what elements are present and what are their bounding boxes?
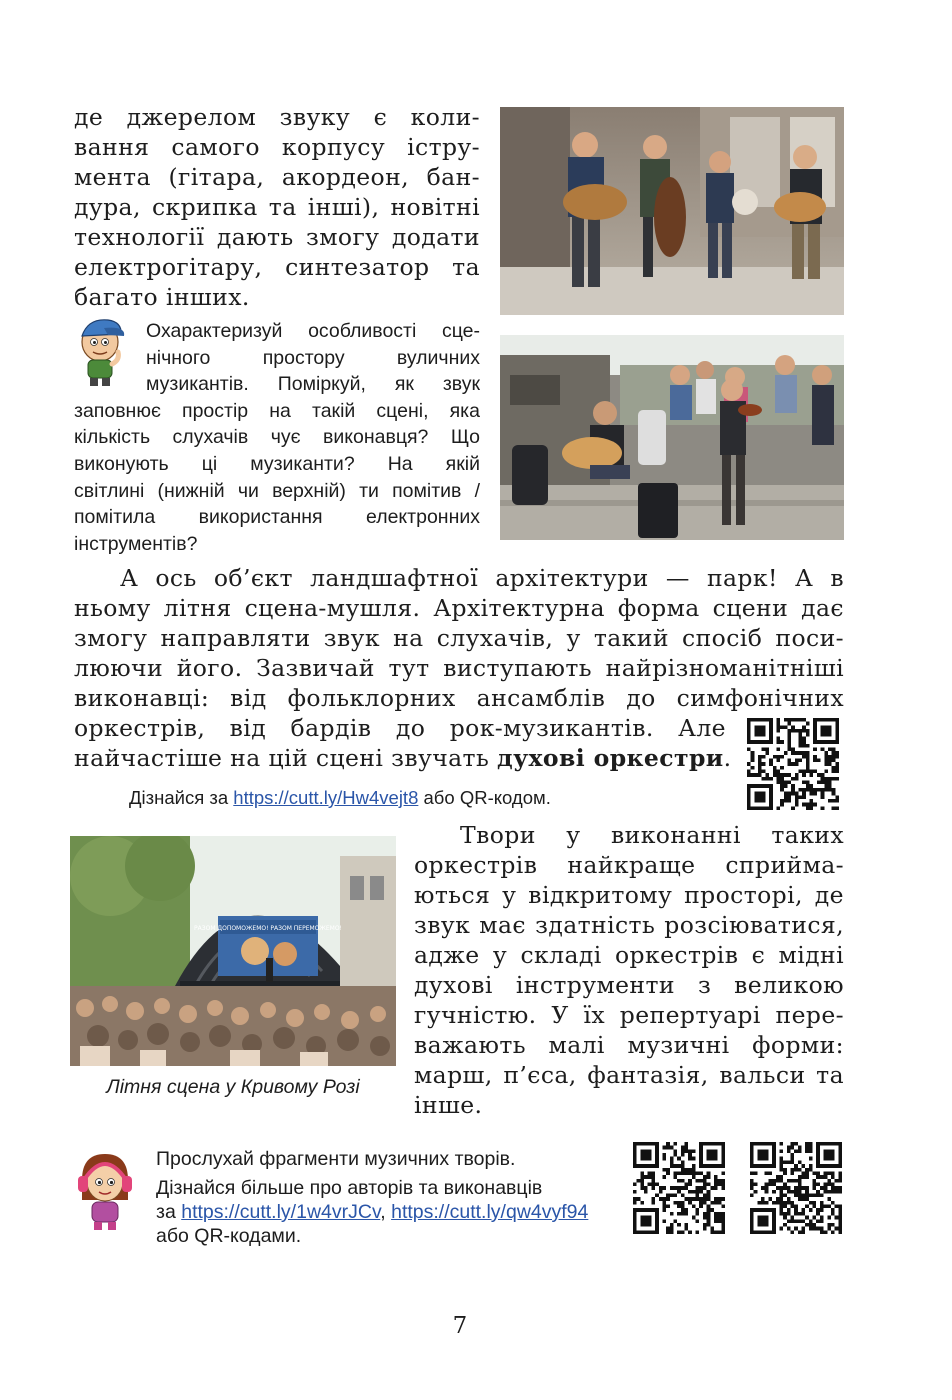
summer-stage-photo xyxy=(70,836,396,1066)
text-line: кількість слухачів чує виконавця? Що xyxy=(74,426,480,449)
text-fragment: , xyxy=(380,1201,392,1223)
text-line: помітила використання електронних xyxy=(74,506,480,529)
text-line: А ось об’єкт ландшафтної архітектури — парк! А в xyxy=(120,564,844,592)
learn-more-line xyxy=(129,786,551,810)
text-line: марш, п’єса, фантазія, вальси та xyxy=(414,1061,844,1089)
text-line: важають малі музичні форми: xyxy=(414,1031,844,1059)
text-line: дура, скрипка та інші), новітні xyxy=(74,193,480,221)
text-fragment: Дізнайся за xyxy=(129,787,234,808)
top-paragraph xyxy=(74,102,480,312)
qr-code-authors-2[interactable] xyxy=(750,1142,842,1234)
stage-banner-text: РАЗОМ ДОПОМОЖЕМО! РАЗОМ ПЕРЕМОЖЕМО! xyxy=(194,925,342,932)
park-paragraph xyxy=(74,563,844,773)
text-fragment: . xyxy=(723,744,732,772)
task-line: Дізнайся більше про авторів та виконавців xyxy=(156,1177,543,1199)
text-line: адже у складі оркестрів є мідні xyxy=(414,941,844,969)
text-line: звук має здатність розсіюватися, xyxy=(414,911,844,939)
authors-link-2[interactable]: https://cutt.ly/qw4vyf94 xyxy=(391,1201,589,1223)
bold-term: духові оркестри xyxy=(497,744,724,772)
text-line: виконують ці музиканти? На якій xyxy=(74,452,480,475)
orchestras-link[interactable]: https://cutt.ly/Hw4vejt8 xyxy=(233,787,419,808)
text-line: люючи його. Зазвичай тут виступають найрізноманітніші xyxy=(74,654,844,682)
text-line: електрогітару, синтезатор та xyxy=(74,253,480,281)
text-line: виконавці: від фольклорних ансамблів до симфонічних xyxy=(74,684,844,712)
text-line: інше. xyxy=(414,1091,483,1119)
text-fragment: найчастіше на цій сцені звучать xyxy=(74,744,498,772)
task-line xyxy=(156,1200,626,1224)
page-number: 7 xyxy=(452,1313,468,1339)
text-line: заповнює простір на такій сцені, яка xyxy=(74,399,480,422)
text-line: де джерелом звуку є коли- xyxy=(74,103,480,131)
girl-with-headphones-icon xyxy=(74,1150,136,1232)
text-line xyxy=(74,743,844,773)
task-line: Прослухай фрагменти музичних творів. xyxy=(156,1148,516,1170)
street-musicians-photo xyxy=(500,107,844,315)
text-line: вання самого корпусу істру- xyxy=(74,133,480,161)
text-line: ньому літня сцена-мушля. Архітектурна форма сцени дає xyxy=(74,594,844,622)
text-line: змогу направляти звук на слухачів, у такий спосіб поси- xyxy=(74,624,844,652)
qr-code-authors-1[interactable] xyxy=(633,1142,725,1234)
listen-task xyxy=(156,1144,626,1248)
authors-link-1[interactable]: https://cutt.ly/1w4vrJCv xyxy=(181,1201,381,1223)
text-line: оркестрів, від бардів до рок-музикантів. Але xyxy=(74,714,726,742)
text-line: мента (гітара, акордеон, бан- xyxy=(74,163,480,191)
text-fragment: за xyxy=(156,1201,182,1223)
task-line: або QR-кодами. xyxy=(156,1225,302,1247)
text-line: нічного простору вуличних xyxy=(146,346,480,369)
text-fragment: або QR-кодом. xyxy=(418,787,551,808)
text-line: духові інструменти з великою xyxy=(414,971,844,999)
text-line: світлині (нижній чи верхній) ти помітив / xyxy=(74,479,480,502)
text-line: Твори у виконанні таких xyxy=(460,821,844,849)
text-line: технології дають змогу додати xyxy=(74,223,480,251)
orchestra-paragraph xyxy=(414,820,844,1120)
text-line: інструментів? xyxy=(74,532,198,555)
text-line: музикантів. Поміркуй, як звук xyxy=(146,373,480,396)
street-musicians-violin-photo xyxy=(500,335,844,540)
text-line: Охарактеризуй особливості сце- xyxy=(146,320,480,342)
photo-caption: Літня сцена у Кривому Розі xyxy=(106,1076,360,1098)
qr-code-orchestras[interactable] xyxy=(747,718,839,810)
text-line: багато інших. xyxy=(74,283,250,311)
text-line: оркестрів найкраще сприйма- xyxy=(414,851,844,879)
text-line: гучністю. У їх репертуарі пере- xyxy=(414,1001,844,1029)
text-line: ються у відкритому просторі, де xyxy=(414,881,844,909)
task-stage-analysis xyxy=(74,318,480,557)
